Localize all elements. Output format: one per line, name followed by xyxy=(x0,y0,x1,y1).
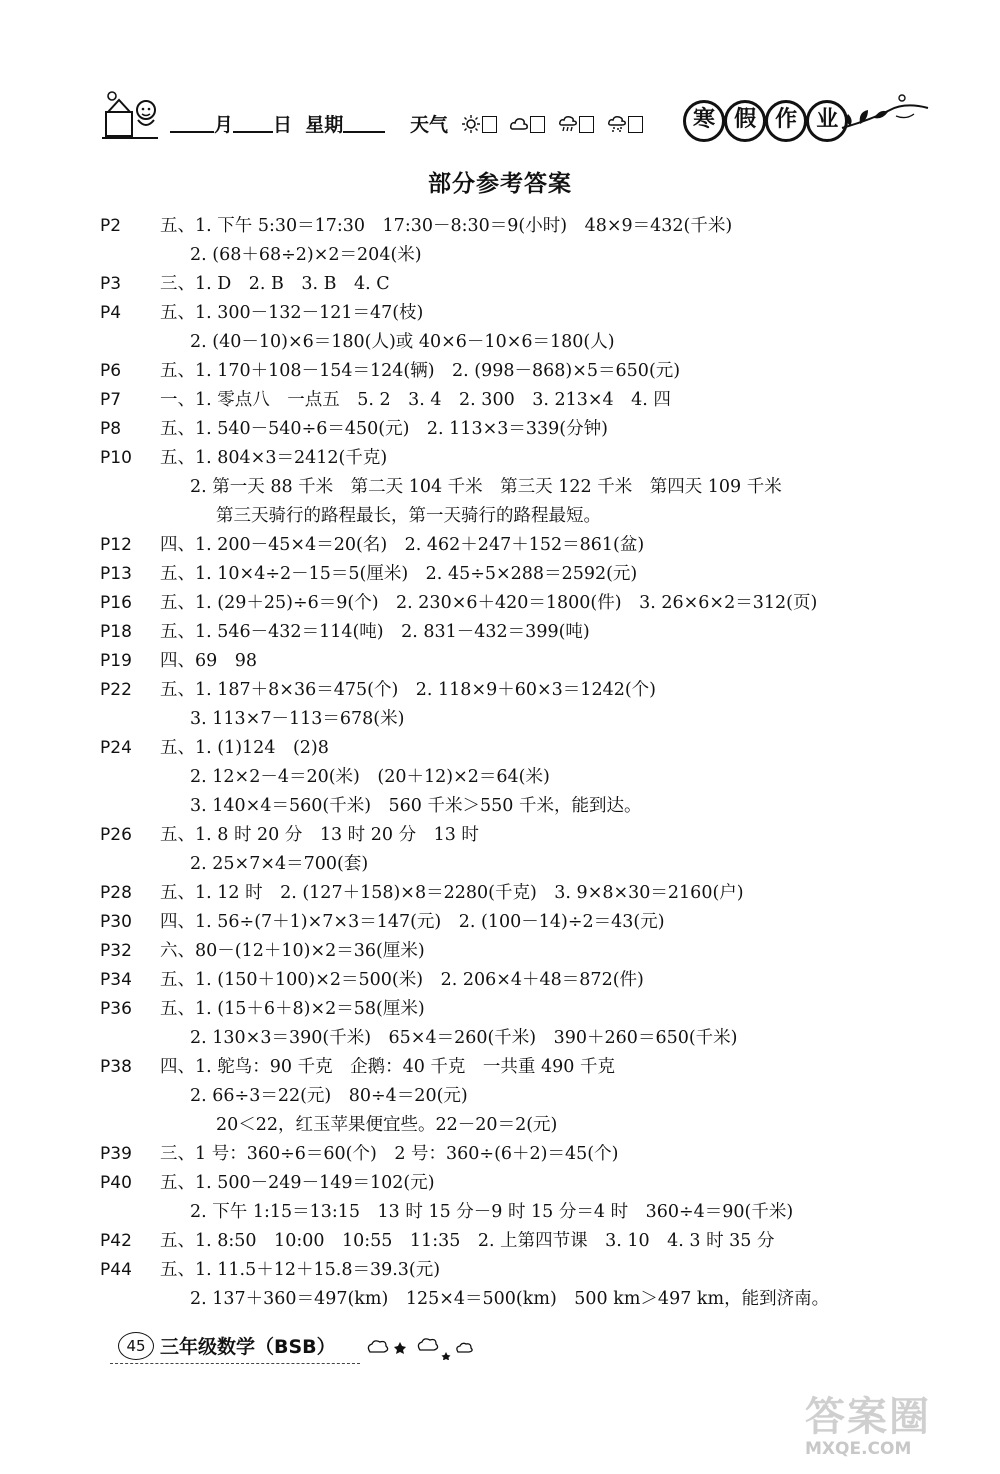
answer-row xyxy=(100,879,960,908)
answer-text: 五、1. 8 时 20 分 13 时 20 分 13 时 xyxy=(160,825,479,845)
answer-text: 2. (40－10)×6＝180(人)或 40×6－10×6＝180(人) xyxy=(190,332,615,352)
page-ref: P39 xyxy=(100,1144,132,1164)
page-ref: P36 xyxy=(100,999,132,1019)
answer-text: 五、1. (15＋6＋8)×2＝58(厘米) xyxy=(160,999,425,1019)
page-ref: P2 xyxy=(100,216,122,236)
answer-text: 五、1. 11.5＋12＋15.8＝39.3(元) xyxy=(160,1260,441,1280)
page-ref: P40 xyxy=(100,1173,132,1193)
watermark xyxy=(805,1395,975,1465)
answer-row xyxy=(100,1140,960,1169)
answer-row xyxy=(100,444,960,473)
stamp-char: 假 xyxy=(724,100,766,142)
answer-row xyxy=(100,908,960,937)
page-ref: P34 xyxy=(100,970,132,990)
answer-list xyxy=(100,212,960,1314)
answer-row xyxy=(100,995,960,1024)
page-ref: P44 xyxy=(100,1260,132,1280)
page-number: 45 xyxy=(118,1332,154,1360)
answer-text: 四、1. 56÷(7＋1)×7×3＝147(元) 2. (100－14)÷2＝43(元) xyxy=(160,912,665,932)
page-ref: P26 xyxy=(100,825,132,845)
footer xyxy=(110,1330,490,1370)
answer-text: 2. 130×3＝390(千米) 65×4＝260(千米) 390＋260＝650(千米) xyxy=(190,1028,738,1048)
stamp-char: 寒 xyxy=(683,100,725,142)
answer-text: 第三天骑行的路程最长，第一天骑行的路程最短。 xyxy=(216,506,601,526)
month-label: 月 xyxy=(214,114,234,136)
winter-homework-stamp xyxy=(683,100,842,140)
rain-checkbox xyxy=(579,116,594,133)
book-title: 三年级数学（BSB） xyxy=(160,1336,336,1358)
page-ref: P10 xyxy=(100,448,132,468)
page-ref: P24 xyxy=(100,738,132,758)
answer-row xyxy=(100,763,960,792)
answer-text: 五、1. 540－540÷6＝450(元) 2. 113×3＝339(分钟) xyxy=(160,419,608,439)
answer-text: 20＜22，红玉苹果便宜些。22－20＝2(元) xyxy=(216,1115,558,1135)
answer-row xyxy=(100,1053,960,1082)
watermark-logo: 答案圈 xyxy=(805,1394,931,1440)
answer-row xyxy=(100,415,960,444)
page-title: 部分参考答案 xyxy=(428,171,572,197)
answer-row xyxy=(100,1111,960,1140)
answer-text: 2. 第一天 88 千米 第二天 104 千米 第三天 122 千米 第四天 109 千米 xyxy=(190,477,782,497)
answer-row xyxy=(100,386,960,415)
page-ref: P18 xyxy=(100,622,132,642)
answer-text: 2. 下午 1:15＝13:15 13 时 15 分－9 时 15 分＝4 时 360÷4＝90(千米) xyxy=(190,1202,794,1222)
answer-text: 四、69 98 xyxy=(160,651,258,671)
answer-row xyxy=(100,473,960,502)
date-line xyxy=(170,110,385,137)
page-ref: P7 xyxy=(100,390,122,410)
page-ref: P8 xyxy=(100,419,122,439)
page-ref: P30 xyxy=(100,912,132,932)
day-label: 日 xyxy=(273,114,293,136)
page-ref: P16 xyxy=(100,593,132,613)
answer-row xyxy=(100,241,960,270)
answer-row xyxy=(100,328,960,357)
answer-row xyxy=(100,357,960,386)
month-blank xyxy=(170,113,214,133)
page-ref: P4 xyxy=(100,303,122,323)
snow-icon xyxy=(607,114,627,134)
answer-text: 五、1. (150＋100)×2＝500(米) 2. 206×4＋48＝872(件) xyxy=(160,970,644,990)
cloud-checkbox xyxy=(530,116,545,133)
stamp-char: 作 xyxy=(765,100,807,142)
page-ref: P19 xyxy=(100,651,132,671)
page-ref: P42 xyxy=(100,1231,132,1251)
answer-row xyxy=(100,850,960,879)
answer-row xyxy=(100,676,960,705)
answer-text: 五、1. (1)124 (2)8 xyxy=(160,738,329,758)
page-ref: P3 xyxy=(100,274,122,294)
page-ref: P32 xyxy=(100,941,132,961)
answer-text: 五、1. 187＋8×36＝475(个) 2. 118×9＋60×3＝1242(个) xyxy=(160,680,656,700)
answer-text: 3. 113×7－113＝678(米) xyxy=(190,709,405,729)
page-ref: P6 xyxy=(100,361,122,381)
answer-text: 2. 12×2－4＝20(米) (20＋12)×2＝64(米) xyxy=(190,767,550,787)
page-ref: P38 xyxy=(100,1057,132,1077)
footer-divider xyxy=(110,1363,360,1364)
page-ref: P22 xyxy=(100,680,132,700)
answer-text: 五、1. 546－432＝114(吨) 2. 831－432＝399(吨) xyxy=(160,622,590,642)
cloud-icon xyxy=(509,114,529,134)
answer-row xyxy=(100,212,960,241)
watermark-url: MXQE.COM xyxy=(805,1439,912,1459)
answer-row xyxy=(100,1024,960,1053)
answer-row xyxy=(100,299,960,328)
answer-text: 一、1. 零点八 一点五 5. 2 3. 4 2. 300 3. 213×4 4. 四 xyxy=(160,390,671,410)
answer-row xyxy=(100,1285,960,1314)
answer-row xyxy=(100,560,960,589)
flower-branch-icon xyxy=(840,90,930,138)
answer-text: 五、1. 804×3＝2412(千克) xyxy=(160,448,388,468)
cloud-star-decoration-icon xyxy=(360,1334,480,1360)
answer-text: 2. (68＋68÷2)×2＝204(米) xyxy=(190,245,422,265)
header xyxy=(100,90,930,150)
answer-text: 五、1. 500－249－149＝102(元) xyxy=(160,1173,435,1193)
weather-row xyxy=(410,110,643,137)
answer-text: 三、1 号：360÷6＝60(个) 2 号：360÷(6＋2)＝45(个) xyxy=(160,1144,619,1164)
sun-icon xyxy=(461,114,481,134)
answer-row xyxy=(100,734,960,763)
week-label: 星期 xyxy=(305,114,344,136)
answer-row xyxy=(100,647,960,676)
answer-row xyxy=(100,1169,960,1198)
answer-text: 3. 140×4＝560(千米) 560 千米＞550 千米，能到达。 xyxy=(190,796,642,816)
answer-text: 2. 25×7×4＝700(套) xyxy=(190,854,369,874)
rain-icon xyxy=(558,114,578,134)
answer-row xyxy=(100,937,960,966)
sun-checkbox xyxy=(482,116,497,133)
answer-row xyxy=(100,502,960,531)
answer-text: 五、1. 下午 5:30＝17:30 17:30－8:30＝9(小时) 48×9＝432(千米) xyxy=(160,216,733,236)
answer-row xyxy=(100,821,960,850)
kid-with-book-icon xyxy=(100,90,162,142)
answer-row xyxy=(100,618,960,647)
answer-text: 三、1. D 2. B 3. B 4. C xyxy=(160,274,390,294)
answer-row xyxy=(100,589,960,618)
answer-text: 四、1. 200－45×4＝20(名) 2. 462＋247＋152＝861(盆) xyxy=(160,535,645,555)
answer-text: 四、1. 鸵鸟：90 千克 企鹅：40 千克 一共重 490 千克 xyxy=(160,1057,615,1077)
answer-text: 2. 66÷3＝22(元) 80÷4＝20(元) xyxy=(190,1086,468,1106)
answer-row xyxy=(100,531,960,560)
answer-text: 五、1. 300－132－121＝47(枝) xyxy=(160,303,424,323)
answer-text: 五、1. 12 时 2. (127＋158)×8＝2280(千克) 3. 9×8×30＝2160(户) xyxy=(160,883,744,903)
answer-text: 五、1. 170＋108－154＝124(辆) 2. (998－868)×5＝650(元) xyxy=(160,361,681,381)
answer-text: 五、1. 10×4÷2－15＝5(厘米) 2. 45÷5×288＝2592(元) xyxy=(160,564,638,584)
answer-text: 六、80－(12＋10)×2＝36(厘米) xyxy=(160,941,425,961)
answer-row xyxy=(100,1227,960,1256)
answer-text: 2. 137＋360＝497(km) 125×4＝500(km) 500 km＞497 km，能到济南。 xyxy=(190,1289,830,1309)
answer-row xyxy=(100,1082,960,1111)
answer-row xyxy=(100,705,960,734)
week-blank xyxy=(343,113,385,133)
weather-label: 天气 xyxy=(410,114,449,136)
stamp-char: 业 xyxy=(806,100,848,142)
answer-row xyxy=(100,1198,960,1227)
answer-row xyxy=(100,270,960,299)
answer-row xyxy=(100,792,960,821)
answer-row xyxy=(100,1256,960,1285)
day-blank xyxy=(233,113,273,133)
snow-checkbox xyxy=(628,116,643,133)
answer-row xyxy=(100,966,960,995)
page-ref: P13 xyxy=(100,564,132,584)
answer-text: 五、1. 8:50 10:00 10:55 11:35 2. 上第四节课 3. 10 4. 3 时 35 分 xyxy=(160,1231,775,1251)
page-ref: P28 xyxy=(100,883,132,903)
page-ref: P12 xyxy=(100,535,132,555)
answer-text: 五、1. (29＋25)÷6＝9(个) 2. 230×6＋420＝1800(件) 3. 26×6×2＝312(页) xyxy=(160,593,818,613)
